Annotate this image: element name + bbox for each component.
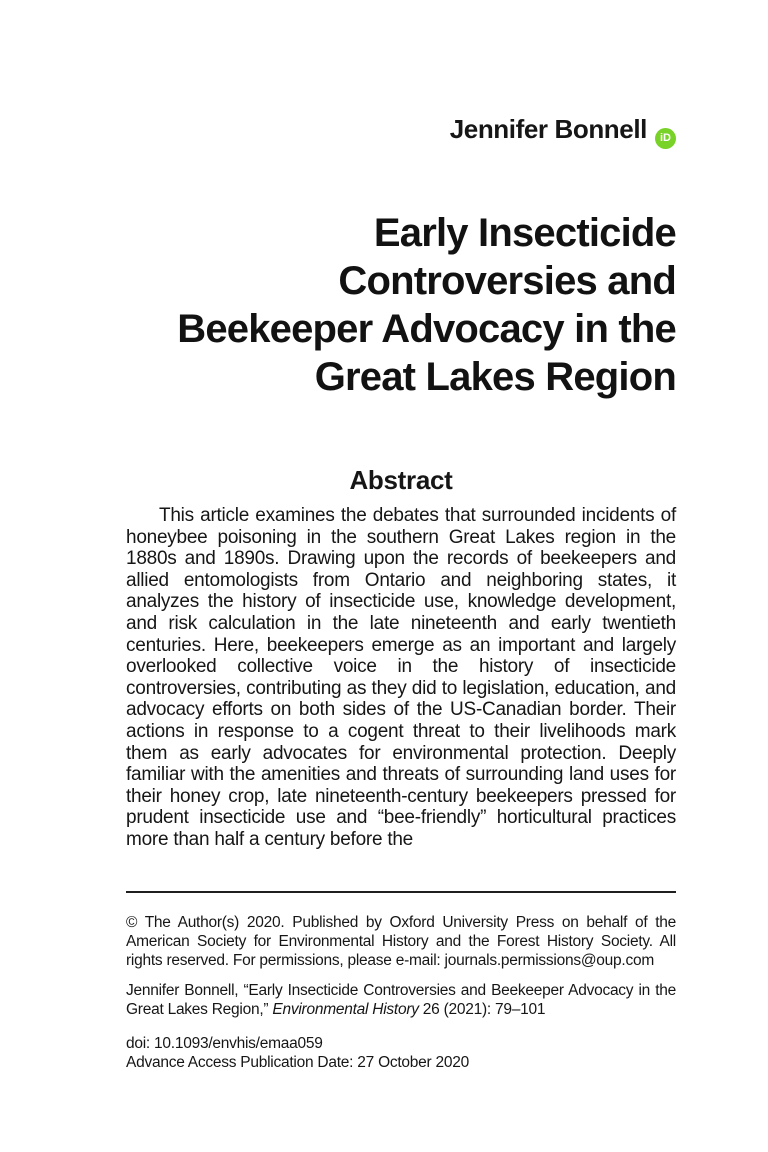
abstract-text: This article examines the debates that surrounded incidents of honeybee poisoning in the southern Great Lakes region in the 1880s and 1890s. Drawing upon the records of beekeepers and allied entomologists from Ontario and neighboring states, it analyzes the history of insecticide use, knowledge development, and risk calculation in the late nineteenth and early twentieth centuries. Here, beekeepers emerge as an important and largely overlooked collective voice in the history of insecticide controversies, contributing as they did to legislation, education, and advocacy efforts on both sides of the US-Canadian border. Their actions in response to a cogent threat to their livelihoods mark them as early advocates for environmental protection. Deeply familiar with the amenities and threats of surrounding land uses for their honey crop, late nineteenth-century beekeepers pressed for prudent insecticide use and “bee-friendly” horticultural practices more than half a century before the (126, 505, 676, 850)
author-name: Jennifer Bonnell (449, 114, 647, 144)
article-citation (126, 981, 676, 1020)
copyright-notice (126, 913, 676, 971)
citation-volume-pages: 26 (2021): 79–101 (418, 1001, 546, 1019)
citation-journal-name: Environmental History (272, 1001, 419, 1019)
article-title: Early Insecticide Controversies and Beekeeper Advocacy in the Great Lakes Region (177, 211, 676, 399)
advance-access-date-line: Advance Access Publication Date: 27 October 2020 (126, 1053, 469, 1071)
abstract-heading: Abstract (349, 465, 453, 495)
author-row (126, 0, 676, 149)
article-first-page (126, 0, 676, 1072)
copyright-text: © The Author(s) 2020. Published by Oxford University Press on behalf of the American Society for Environmental History and the Forest History Society. All rights reserved. For permissions, please e-mail: (126, 913, 676, 970)
orcid-id-icon[interactable]: iD (655, 128, 676, 149)
citation-text: Jennifer Bonnell, “Early Insecticide Controversies and Beekeeper Advocacy in the Great Lakes Region,” (126, 981, 676, 1019)
permissions-email-link[interactable]: journals.permissions@oup.com (444, 952, 655, 970)
footer-divider (126, 891, 676, 893)
doi-line: doi: 10.1093/envhis/emaa059 (126, 1034, 323, 1052)
publication-info-block (126, 1034, 676, 1073)
